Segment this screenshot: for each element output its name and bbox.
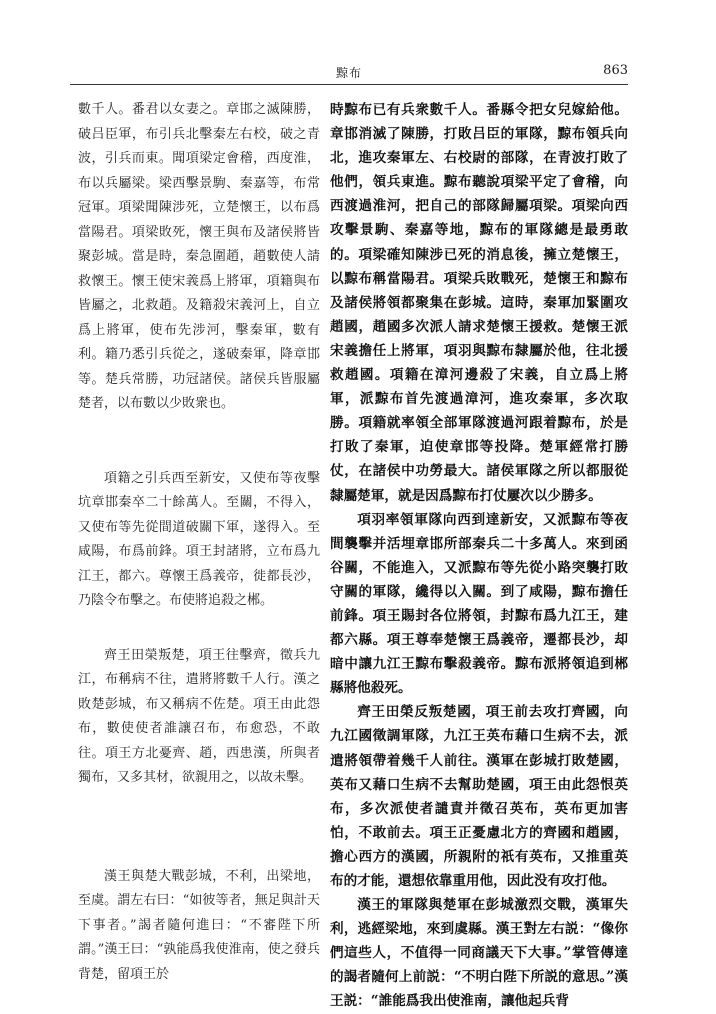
translation-paragraph-1: 時黥布已有兵衆數千人。番縣令把女兒嫁給他。章邯消滅了陳勝，打敗吕臣的軍隊，黥布領兵向北，進攻秦軍左、右校尉的部隊，在青波打敗了他們，領兵東進。黥布聽說項梁平定了會稽，向西渡過淮河，把自己的部隊歸屬項梁。項梁向西攻擊景駒、秦嘉等地，黥布的軍隊總是最勇敢的。項梁確知陳涉已死的消息後，擁立楚懷王，以黥布稱當陽君。項梁兵敗戰死，楚懷王和黥布及諸侯將領都聚集在彭城。這時，秦軍加緊圍攻趙國，趙國多次派人請求楚懷王援救。楚懷王派宋義擔任上將軍，項羽與黥布隸屬於他，往北援救趙國。項籍在漳河邊殺了宋義，自立爲上將軍，派黥布首先渡過漳河，進攻秦軍，多次取勝。項籍就率領全部軍隊渡過河跟着黥布，於是打敗了秦軍，迫使章邯等投降。楚軍經常打勝仗，在諸侯中功勞最大。諸侯軍隊之所以都服從隸屬楚軍，就是因爲黥布打仗屢次以少勝多。 [330, 102, 628, 504]
translation-column [330, 98, 628, 1014]
page-number: 863 [603, 63, 628, 78]
original-paragraph-2: 項籍之引兵西至新安，又使布等夜擊坑章邯秦卒二十餘萬人。至關，不得入，又使布等先從間道破關下軍，遂得入。至咸陽，布爲前鋒。項王封諸將，立布爲九江王，都六。尊懷王爲義帝，徙都長沙，乃陰令布擊之。布使將追殺之郴。 [78, 470, 320, 608]
translation-paragraph-3: 齊王田榮反叛楚國，項王前去攻打齊國，向九江國徵調軍隊，九江王英布藉口生病不去，派遣將領帶着幾千人前往。漢軍在彭城打敗楚國，英布又藉口生病不去幫助楚國，項王由此怨恨英布，多次派使者譴責并徵召英布，英布更加害怕，不敢前去。項王正憂慮北方的齊國和趙國，擔心西方的漢國，所親附的祇有英布，又推重英布的才能，還想依靠重用他，因此没有攻打他。 [330, 704, 628, 889]
page-header [70, 62, 628, 85]
translation-paragraph-4: 漢王的軍隊與楚軍在彭城激烈交戰，漢軍失利，逃經梁地，來到虞縣。漢王對左右説：“像你們這些人，不值得一同商議天下大事。”掌管傳達的謁者隨何上前説：“不明白陛下所説的意思。”漢王説：“誰能爲我出使淮南，讓他起兵背 [330, 897, 628, 1010]
running-head-title: 黥布 [335, 66, 362, 80]
original-paragraph-4: 漢王與楚大戰彭城，不利，出梁地，至虞。謂左右曰：“如彼等者，無足與計天下事者。”謁者隨何進曰：“不審陛下所謂。”漢王曰：“孰能爲我使淮南，使之發兵背楚，留項王於 [78, 868, 320, 982]
original-paragraph-3: 齊王田榮叛楚，項王往擊齊，徵兵九江，布稱病不往，遣將將數千人行。漢之敗楚彭城，布又稱病不佐楚。項王由此怨布，數使使者誰讓召布，布愈恐，不敢往。項王方北憂齊、趙，西患漢，所與者獨布，又多其材，欲親用之，以故未擊。 [78, 647, 320, 785]
translation-paragraph-2: 項羽率領軍隊向西到達新安，又派黥布等夜間襲擊并活埋章邯所部秦兵二十多萬人。來到函谷關，不能進入，又派黥布等先從小路突襲打敗守關的軍隊，纔得以入關。到了咸陽，黥布擔任前鋒。項王賜封各位將領，封黥布爲九江王，建都六縣。項王尊奉楚懷王爲義帝，遷都長沙，却暗中讓九江王黥布擊殺義帝。黥布派將領追到郴縣將他殺死。 [330, 511, 628, 697]
original-paragraph-1: 數千人。番君以女妻之。章邯之滅陳勝，破吕臣軍，布引兵北擊秦左右校，破之青波，引兵而東。聞項梁定會稽，西度淮，布以兵屬梁。梁西擊景駒、秦嘉等，布常冠軍。項梁聞陳涉死，立楚懷王，以布爲當陽君。項梁敗死，懷王與布及諸侯將皆聚彭城。當是時，秦急圍趙，趙數使人請救懷王。懷王使宋義爲上將軍，項籍與布皆屬之，北救趙。及籍殺宋義河上，自立爲上將軍，使布先涉河，擊秦軍，數有利。籍乃悉引兵從之，遂破秦軍，降章邯等。楚兵常勝，功冠諸侯。諸侯兵皆服屬楚者，以布數以少敗衆也。 [78, 102, 320, 411]
original-text-column [78, 98, 320, 987]
